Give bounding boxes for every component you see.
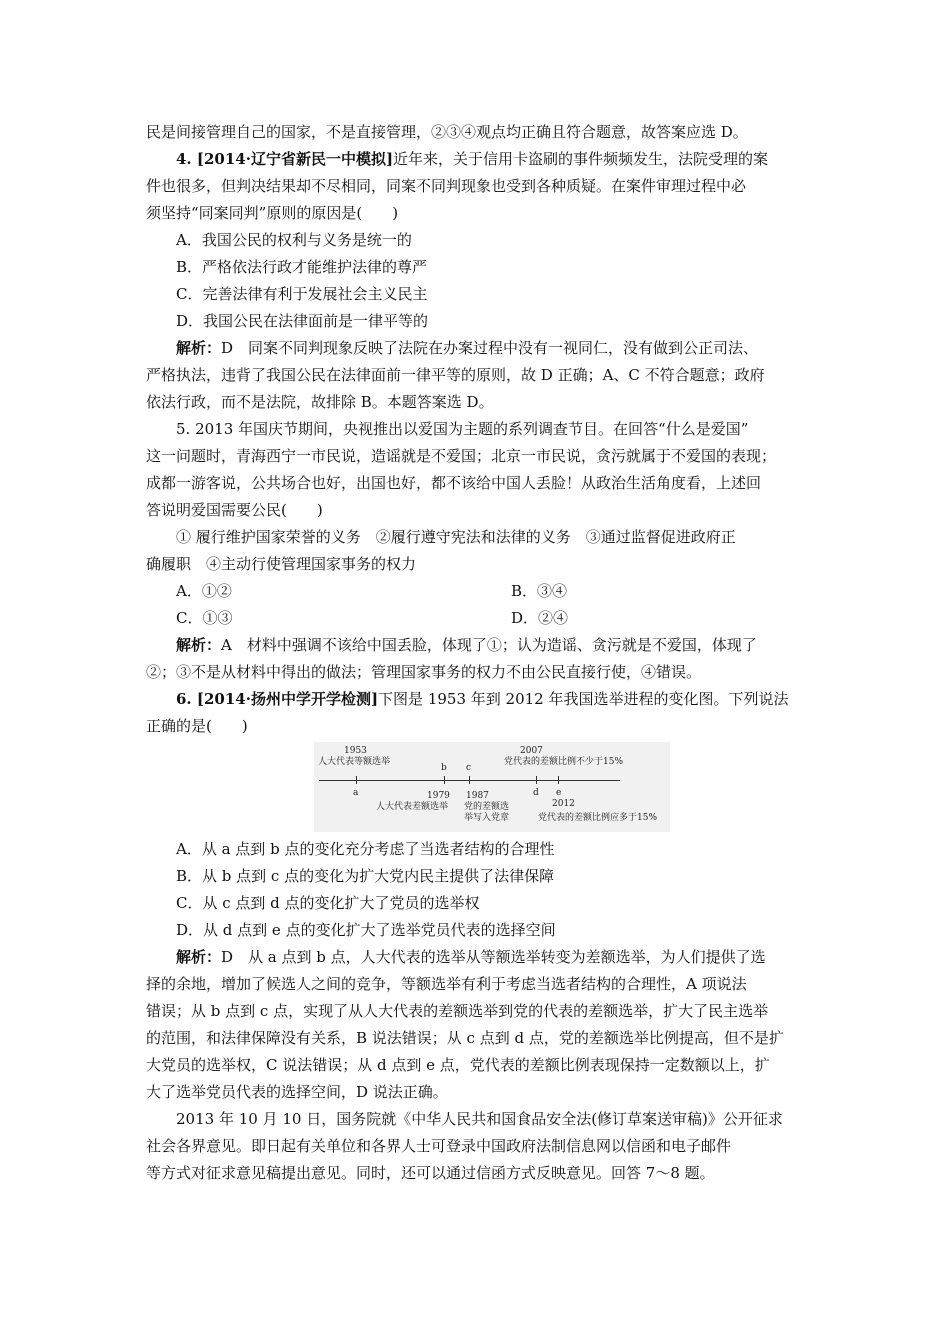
- text-line: 错误；从 b 点到 c 点，实现了从人大代表的差额选举到党的代表的差额选举，扩大了民主选举: [146, 1002, 769, 1020]
- text-line: ②；③不是从材料中得出的做法；管理国家事务的权力不由公民直接行使，④错误。: [146, 663, 702, 681]
- note-1953: 人大代表等额选举: [318, 757, 391, 767]
- question-4-source: 4. [2014·辽宁省新民一中模拟]: [176, 150, 394, 168]
- text-line: 确履职 ④主动行使管理国家事务的权力: [146, 555, 417, 573]
- label-a: a: [353, 788, 359, 798]
- question-6-answer: [146, 944, 810, 971]
- question-4-stem: [146, 146, 810, 173]
- question-6-option-b: B．从 b 点到 c 点的变化为扩大党内民主提供了法律保障: [176, 867, 555, 885]
- question-5-option-b: B．③④: [511, 582, 568, 600]
- passage-7-8: 2013 年 10 月 10 日，国务院就《中华人民共和国食品安全法(修订草案送审稿)》公开征求: [176, 1110, 783, 1128]
- text-line: 这一问题时，青海西宁一市民说，造谣就是不爱国；北京一市民说，贪污就属于不爱国的表现；: [146, 447, 777, 465]
- text-line: 答说明爱国需要公民( ): [146, 501, 323, 519]
- answer-label: 解析：: [176, 339, 222, 357]
- election-timeline-figure: [314, 742, 670, 832]
- text-line: 严格执法，违背了我国公民在法律面前一律平等的原则，故 D 正确；A、C 不符合题意；政府: [146, 366, 765, 384]
- note-1987-line2: 举写入党章: [464, 813, 510, 823]
- question-5-option-a: A．①②: [176, 582, 232, 600]
- answer-text: D 从 a 点到 b 点，人大代表的选举从等额选举转变为差额选举，为人们提供了选: [221, 948, 766, 966]
- note-2007: 党代表的差额比例不少于15%: [504, 757, 624, 767]
- text-line: 大了选举党员代表的选择空间，D 说法正确。: [146, 1083, 448, 1101]
- label-c: c: [466, 763, 472, 773]
- question-6-option-c: C．从 c 点到 d 点的变化扩大了党员的选举权: [176, 894, 480, 912]
- question-5-items: ① 履行维护国家荣誉的义务 ②履行遵守宪法和法律的义务 ③通过监督促进政府正: [176, 528, 736, 546]
- label-b: b: [441, 763, 447, 773]
- question-4-option-b: B．严格依法行政才能维护法律的尊严: [176, 258, 428, 276]
- label-d: d: [533, 788, 539, 798]
- question-6-option-d: D．从 d 点到 e 点的变化扩大了选举党员代表的选择空间: [176, 921, 556, 939]
- answer-text: A 材料中强调不该给中国丢脸，体现了①；认为造谣、贪污就是不爱国，体现了: [221, 636, 757, 654]
- question-6-stem: [146, 686, 810, 713]
- answer-label: 解析：: [176, 636, 222, 654]
- answer-label: 解析：: [176, 948, 222, 966]
- question-4-option-d: D．我国公民在法律面前是一律平等的: [176, 312, 429, 330]
- question-5-options-row-1: [146, 578, 810, 605]
- question-4-option-a: A．我国公民的权利与义务是统一的: [176, 231, 412, 249]
- label-1979: 1979: [427, 791, 450, 801]
- question-5-stem: 5. 2013 年国庆节期间，央视推出以爱国为主题的系列调查节目。在回答“什么是爱国”: [176, 420, 749, 438]
- question-5-answer: [146, 632, 810, 659]
- label-e: e: [556, 788, 562, 798]
- text-line: 的范围，和法律保障没有关系，B 说法错误；从 c 点到 d 点，党的差额选举比例提高，但不是扩: [146, 1029, 784, 1047]
- question-5-option-c: C．①③: [176, 609, 233, 627]
- question-5-options-row-2: [146, 605, 810, 632]
- tick-e: [558, 776, 559, 784]
- question-5-option-d: D．②④: [511, 609, 569, 627]
- label-1953: 1953: [344, 746, 367, 756]
- question-6-source: 6. [2014·扬州中学开学检测]: [176, 690, 379, 708]
- document-page: [146, 119, 810, 1187]
- text-line: 成都一游客说，公共场合也好，出国也好，都不该给中国人丢脸！从政治生活角度看，上述回: [146, 474, 762, 492]
- text-line: 正确的是( ): [146, 717, 248, 735]
- question-4-text: 近年来，关于信用卡盗刷的事件频频发生，法院受理的案: [393, 150, 769, 168]
- text-line: 依法行政，而不是法院，故排除 B。本题答案选 D。: [146, 393, 494, 411]
- text-line: 社会各界意见。即日起有关单位和各界人士可登录中国政府法制信息网以信函和电子邮件: [146, 1137, 732, 1155]
- text-line: 等方式对征求意见稿提出意见。同时，还可以通过信函方式反映意见。回答 7～8 题。: [146, 1164, 715, 1182]
- note-1987-line1: 党的差额选: [464, 802, 510, 812]
- text-line: 择的余地，增加了候选人之间的竞争，等额选举有利于考虑当选者结构的合理性，A 项说法: [146, 975, 747, 993]
- question-4-answer: [146, 335, 810, 362]
- text-line: 大党员的选举权，C 说法错误；从 d 点到 e 点，党代表的差额比例表现保持一定数额以上，扩: [146, 1056, 770, 1074]
- question-4-option-c: C．完善法律有利于发展社会主义民主: [176, 285, 428, 303]
- note-2012: 党代表的差额比例应多于15%: [538, 813, 658, 823]
- tick-d: [536, 776, 537, 784]
- label-1987: 1987: [466, 791, 489, 801]
- question-6-option-a: A．从 a 点到 b 点的变化充分考虑了当选者结构的合理性: [176, 840, 555, 858]
- question-6-text: 下图是 1953 年到 2012 年我国选举进程的变化图。下列说法: [378, 690, 789, 708]
- tick-b: [444, 776, 445, 784]
- label-2007: 2007: [520, 746, 543, 756]
- label-2012: 2012: [552, 799, 575, 809]
- tick-a: [356, 776, 357, 784]
- text-line: 民是间接管理自己的国家，不是直接管理，②③④观点均正确且符合题意，故答案应选 D。: [146, 123, 748, 141]
- answer-text: D 同案不同判现象反映了法院在办案过程中没有一视同仁，没有做到公正司法、: [221, 339, 759, 357]
- text-line: 须坚持“同案同判”原则的原因是( ): [146, 204, 399, 222]
- note-1979: 人大代表差额选举: [376, 802, 449, 812]
- text-line: 件也很多，但判决结果却不尽相同，同案不同判现象也受到各种质疑。在案件审理过程中必: [146, 177, 747, 195]
- tick-c: [469, 776, 470, 784]
